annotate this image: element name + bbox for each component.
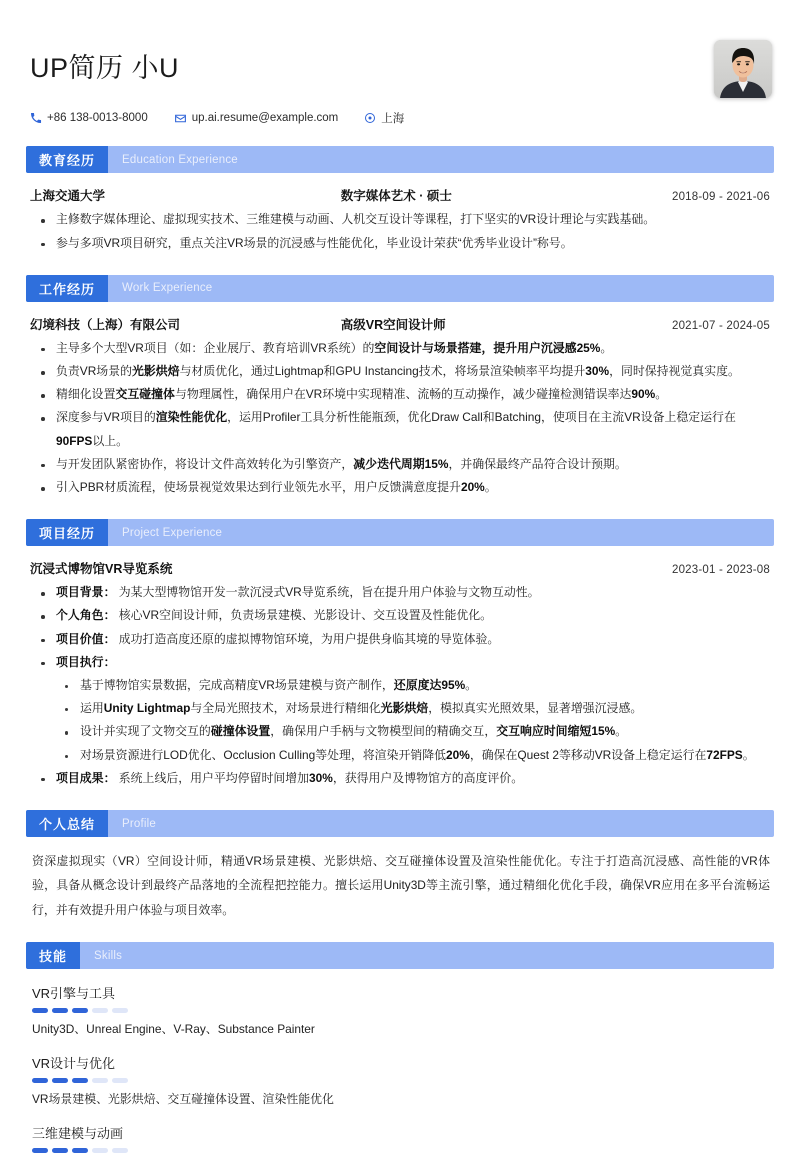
skill-dash-empty: [92, 1148, 108, 1153]
contact-email[interactable]: [174, 112, 339, 125]
skill-item: [32, 1123, 770, 1153]
project-exec-label: 项目执行：: [56, 654, 116, 669]
education-bullets: [30, 208, 770, 254]
skill-dash-empty: [112, 1008, 128, 1013]
section-body-work: [26, 315, 774, 499]
list-item: 参与多项VR项目研究，重点关注VR场景的沉浸感与性能优化，毕业设计荣获“优秀毕业设计”称号。: [30, 232, 770, 255]
skill-name: VR设计与优化: [32, 1056, 116, 1072]
section-header-profile: [26, 810, 774, 837]
avatar: [714, 40, 772, 98]
section-header-project: [26, 519, 774, 546]
list-item: 项目价值： 成功打造高度还原的虚拟博物馆环境，为用户提供身临其境的导览体验。: [30, 628, 770, 651]
list-item: 项目背景： 为某大型博物馆开发一款沉浸式VR导览系统，旨在提升用户体验与文物互动性。: [30, 581, 770, 604]
section-header-education: [26, 146, 774, 173]
project-entry-head: [30, 559, 770, 577]
section-title-en: Work Experience: [122, 282, 213, 295]
list-item: 对场景资源进行LOD优化、Occlusion Culling等处理，将渲染开销降低20%，确保在Quest 2等移动VR设备上稳定运行在72FPS。: [56, 744, 770, 767]
education-school: 上海交通大学: [30, 189, 106, 204]
section-header-work: [26, 275, 774, 302]
contact-location[interactable]: [364, 110, 404, 126]
skill-dash-empty: [112, 1078, 128, 1083]
section-title-cn: 技能: [26, 942, 80, 969]
section-title-en: Education Experience: [122, 153, 238, 166]
list-item: [30, 651, 770, 767]
skill-dash-filled: [32, 1078, 48, 1083]
skill-dash-filled: [52, 1008, 68, 1013]
skill-dash-empty: [92, 1008, 108, 1013]
list-item: 个人角色： 核心VR空间设计师，负责场景建模、光影设计、交互设置及性能优化。: [30, 604, 770, 627]
work-title: 高级VR空间设计师: [340, 317, 446, 332]
section-project: [26, 519, 774, 790]
skill-description: Unity3D、Unreal Engine、V-Ray、Substance Painter: [32, 1022, 315, 1037]
skill-name: VR引擎与工具: [32, 986, 116, 1002]
section-header-skills: [26, 942, 774, 969]
skill-dash-empty: [112, 1148, 128, 1153]
work-company: 幻境科技（上海）有限公司: [30, 317, 181, 332]
avatar-photo: [714, 40, 772, 98]
resume-header: [26, 34, 774, 126]
work-entry-head: [30, 315, 770, 333]
education-entry-head: [30, 186, 770, 204]
project-name: 沉浸式博物馆VR导览系统: [30, 562, 173, 577]
project-date: 2023-01 - 2023-08: [671, 564, 770, 577]
skill-dash-filled: [52, 1148, 68, 1153]
contact-location-text: 上海: [381, 113, 405, 126]
header-left: [26, 38, 714, 126]
section-body-project: [26, 559, 774, 790]
contact-email-text: up.ai.resume@example.com: [191, 112, 339, 125]
section-title-en: Skills: [94, 949, 123, 962]
section-education: [26, 146, 774, 254]
list-item: 主修数字媒体理论、虚拟现实技术、三维建模与动画、人机交互设计等课程，打下坚实的VR设计理论与实践基础。: [30, 208, 770, 231]
skill-level-meter: [32, 1078, 770, 1083]
skill-dash-filled: [52, 1078, 68, 1083]
list-item: 精细化设置交互碰撞体与物理属性，确保用户在VR环境中实现精准、流畅的互动操作，减少碰撞检测错误率达90%。: [30, 383, 770, 406]
list-item: 引入PBR材质流程，使场景视觉效果达到行业领先水平，用户反馈满意度提升20%。: [30, 476, 770, 499]
section-title-cn: 工作经历: [26, 275, 108, 302]
skill-name: 三维建模与动画: [32, 1126, 124, 1142]
section-profile: [26, 810, 774, 922]
skill-dash-empty: [92, 1078, 108, 1083]
list-item: 与开发团队紧密协作，将设计文件高效转化为引擎资产，减少迭代周期15%，并确保最终产品符合设计预期。: [30, 453, 770, 476]
list-item: 运用Unity Lightmap与全局光照技术，对场景进行精细化光影烘焙，模拟真实光照效果，显著增强沉浸感。: [56, 697, 770, 720]
education-major: 数字媒体艺术 · 硕士: [340, 189, 452, 204]
location-pin-icon: [364, 112, 376, 124]
list-item: 主导多个大型VR项目（如：企业展厅、教育培训VR系统）的空间设计与场景搭建，提升用户沉浸感25%。: [30, 337, 770, 360]
project-bullets: [30, 581, 770, 790]
contact-row: [30, 110, 714, 126]
contact-phone[interactable]: [30, 112, 148, 124]
section-body-education: [26, 186, 774, 254]
list-item: 基于博物馆实景数据，完成高精度VR场景建模与资产制作，还原度达95%。: [56, 674, 770, 697]
section-skills: [26, 942, 774, 1160]
education-date: 2018-09 - 2021-06: [671, 191, 770, 204]
section-body-profile: [26, 849, 774, 922]
skill-item: [32, 983, 770, 1039]
skill-dash-filled: [72, 1078, 88, 1083]
section-body-skills: [26, 983, 774, 1153]
skill-level-meter: [32, 1148, 770, 1153]
skill-level-meter: [32, 1008, 770, 1013]
section-work: [26, 275, 774, 499]
section-title-cn: 个人总结: [26, 810, 108, 837]
skill-item: [32, 1053, 770, 1109]
skill-dash-filled: [72, 1148, 88, 1153]
phone-icon: [30, 112, 42, 124]
skill-dash-filled: [32, 1008, 48, 1013]
profile-text: 资深虚拟现实（VR）空间设计师，精通VR场景建模、光影烘焙、交互碰撞体设置及渲染性能优化。专注于打造高沉浸感、高性能的VR体验，具备从概念设计到最终产品落地的全流程把控能力。擅长运用Unity3D等主流引擎，通过精细化优化手段，确保VR应用在多平台流畅运行，并有效提升用户体验与项目效率。: [32, 854, 770, 917]
mail-icon: [174, 112, 187, 125]
contact-phone-text: +86 138-0013-8000: [47, 112, 148, 125]
list-item: 负责VR场景的光影烘焙与材质优化，通过Lightmap和GPU Instancing技术，将场景渲染帧率平均提升30%，同时保持视觉真实度。: [30, 360, 770, 383]
list-item: 项目成果： 系统上线后，用户平均停留时间增加30%，获得用户及博物馆方的高度评价。: [30, 767, 770, 790]
skill-description: VR场景建模、光影烘焙、交互碰撞体设置、渲染性能优化: [32, 1092, 334, 1107]
project-sub-bullets: [56, 674, 770, 767]
skill-dash-filled: [72, 1008, 88, 1013]
section-title-en: Project Experience: [122, 526, 223, 539]
work-date: 2021-07 - 2024-05: [671, 319, 770, 332]
section-title-en: Profile: [122, 817, 157, 830]
candidate-name: UP简历 小U: [30, 53, 180, 83]
list-item: 深度参与VR项目的渲染性能优化，运用Profiler工具分析性能瓶颈，优化Draw Call和Batching，使项目在主流VR设备上稳定运行在90FPS以上。: [30, 406, 770, 452]
work-bullets: [30, 337, 770, 499]
section-title-cn: 项目经历: [26, 519, 108, 546]
list-item: 设计并实现了文物交互的碰撞体设置，确保用户手柄与文物模型间的精确交互，交互响应时间缩短15%。: [56, 720, 770, 743]
skill-dash-filled: [32, 1148, 48, 1153]
section-title-cn: 教育经历: [26, 146, 108, 173]
